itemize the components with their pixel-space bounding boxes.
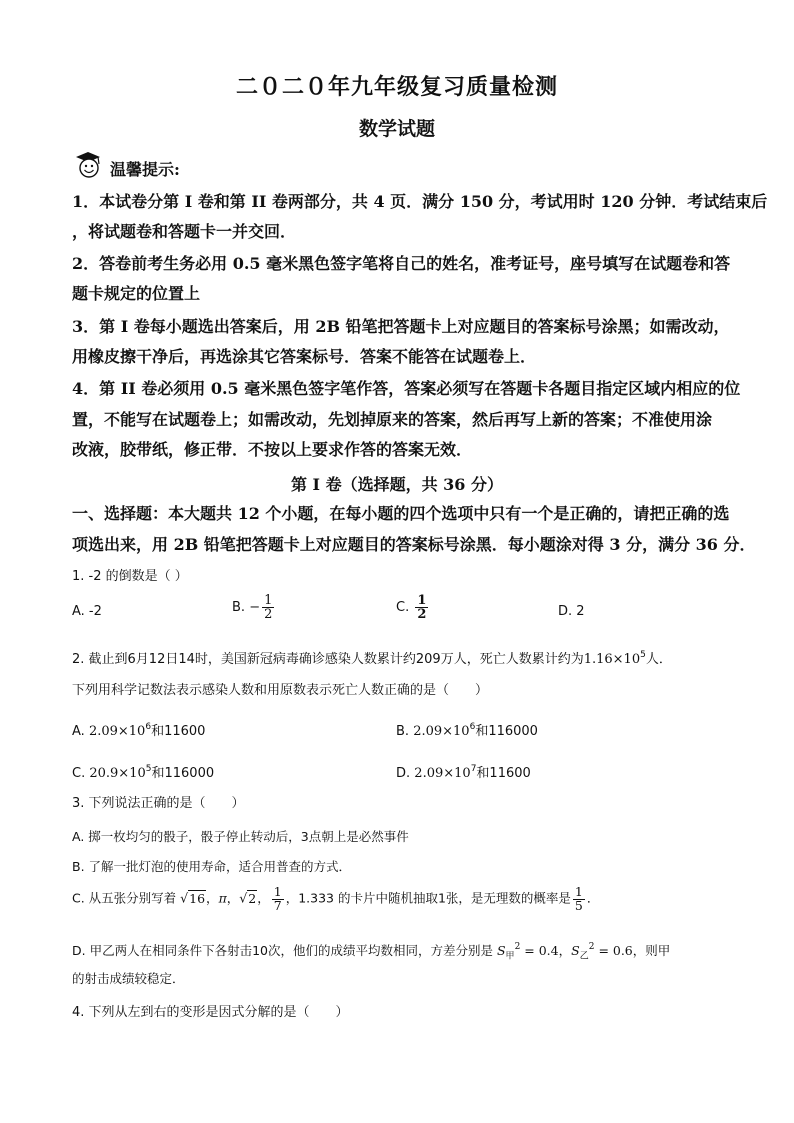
option-value: 2.09×10 [413, 724, 470, 739]
section-instructions-line: 项选出来，用 2B 铅笔把答题卡上对应题目的答案标号涂黑．每小题涂对得 3 分，满分 36 分． [72, 535, 756, 554]
question-1-stem: 1. -2 的倒数是（ ） [72, 569, 188, 584]
note-line: 3．第 I 卷每小题选出答案后，用 2B 铅笔把答题卡上对应题目的答案标号涂黑；如需改动， [72, 317, 730, 336]
exponent: 6 [145, 722, 152, 732]
option-text: C. 从五张分别写着 [72, 890, 177, 906]
fraction-denominator: 7 [273, 897, 282, 913]
option-value: 和116000 [151, 766, 215, 781]
note-line: 题卡规定的位置上 [72, 284, 201, 303]
fraction-numerator: 1 [264, 593, 273, 608]
fraction-numerator: 1 [574, 884, 583, 899]
q3-option-c: C. 从五张分别写着 √16，π，√2， $\frac{1}{7}$ ，1.333 的卡片中随机抽取1张，是无理数的概率是 $\frac{1}{5}$ ． [72, 884, 600, 913]
q2-number: 1.16×10 [583, 652, 641, 667]
q3-option-b: B. 了解一批灯泡的使用寿命，适合用普查的方式． [72, 859, 352, 874]
subscript: 甲 [505, 951, 515, 962]
pi-symbol: π [218, 890, 227, 906]
note-line: 1．本试卷分第 I 卷和第 II 卷两部分，共 4 页．满分 150 分，考试用时 120 分钟．考试结束后 [72, 192, 768, 211]
option-text: ，则甲 [632, 943, 671, 958]
variance-value: = 0.4 [524, 943, 559, 958]
exam-title: 二０二０年九年级复习质量检测 [235, 74, 558, 100]
note-line: 2．答卷前考生务必用 0.5 毫米黑色签字笔将自己的姓名，准考证号，座号填写在试题卷和答 [72, 254, 731, 273]
exponent: 5 [640, 650, 646, 660]
fraction-denominator: 2 [417, 607, 427, 622]
option-label: C. [72, 766, 86, 781]
variance-value: = 0.6 [598, 943, 633, 958]
option-label: C. [396, 600, 410, 615]
section-title: 第 I 卷（选择题，共 36 分） [290, 475, 504, 494]
note-line: ，将试题卷和答题卡一并交回． [72, 222, 297, 241]
option-value: 2.09×10 [88, 724, 146, 739]
note-line: 用橡皮擦干净后，再选涂其它答案标号．答案不能答在试题卷上． [72, 347, 537, 366]
option-value: 2.09×10 [414, 766, 471, 781]
q1-option-b [232, 594, 276, 621]
option-label: B. [396, 724, 410, 739]
q2-option-c [72, 760, 214, 783]
question-4-stem: 4. 下列从左到右的变形是因式分解的是（ ） [72, 1005, 349, 1020]
q2-text: 2. 截止到6月12日14时，美国新冠病毒确诊感染人数累计约209万人，死亡人数累计约为 [72, 652, 584, 667]
exponent: 5 [145, 764, 152, 774]
q2-option-b [396, 718, 538, 741]
q1-option-d: D. 2 [558, 604, 585, 619]
q3-option-a: A. 掷一枚均匀的骰子，骰子停止转动后，3点朝上是必然事件 [72, 829, 409, 844]
option-text: D. 甲乙两人在相同条件下各射击10次，他们的成绩平均数相同，方差分别是 [72, 943, 493, 958]
q1-option-c [396, 594, 430, 621]
question-2-line1 [72, 646, 672, 669]
q2-option-d [396, 760, 531, 783]
fraction-numerator: 1 [273, 884, 282, 899]
question-3-stem: 3. 下列说法正确的是（ ） [72, 796, 245, 811]
option-value: 和11600 [151, 724, 206, 739]
exponent: 6 [469, 722, 476, 732]
option-text: ，1.333 的卡片中随机抽取1张，是无理数的概率是 [285, 890, 571, 906]
q3-option-d-line2: 的射击成绩较稳定． [72, 971, 185, 986]
fraction-denominator: 2 [264, 607, 273, 622]
fraction-denominator: 5 [574, 897, 583, 913]
exam-subtitle: 数学试题 [358, 118, 435, 140]
option-value: 和116000 [475, 724, 538, 739]
option-value: 20.9×10 [89, 766, 146, 781]
sqrt-radicand: 2 [248, 890, 257, 906]
q2-option-a [72, 718, 205, 741]
option-text: ． [586, 890, 600, 906]
sqrt-radicand: 16 [189, 890, 206, 906]
question-2-line2: 下列用科学记数法表示感染人数和用原数表示死亡人数正确的是（ ） [72, 683, 489, 698]
q2-text: 人． [645, 652, 672, 667]
option-value: 和11600 [476, 766, 531, 781]
note-line: 置，不能写在试题卷上；如需改动，先划掉原来的答案，然后再写上新的答案；不准使用涂 [72, 410, 713, 429]
option-label: D. [396, 766, 411, 781]
subscript: 乙 [579, 951, 589, 962]
note-line: 改液，胶带纸，修正带．不按以上要求作答的答案无效． [72, 440, 473, 459]
note-line: 4．第 II 卷必须用 0.5 毫米黑色签字笔作答，答案必须写在答题卡各题目指定区域内相应的位 [72, 379, 741, 398]
option-label: B. [232, 600, 246, 615]
graduate-smiley-icon [72, 150, 108, 180]
q3-option-d: D. 甲乙两人在相同条件下各射击10次，他们的成绩平均数相同，方差分别是 $S_甲^2 = 0.4$，$S_乙^2 = 0.6$，则甲 [72, 942, 671, 962]
option-label: A. [72, 724, 85, 739]
fraction-numerator: 1 [417, 593, 427, 608]
section-instructions-line: 一、选择题：本大题共 12 个小题，在每小题的四个选项中只有一个是正确的，请把正确的选 [72, 504, 730, 523]
minus-sign: − [249, 600, 261, 615]
exponent: 7 [470, 764, 477, 774]
q1-option-a: A. -2 [72, 604, 102, 619]
tips-label: 温馨提示: [110, 160, 180, 179]
